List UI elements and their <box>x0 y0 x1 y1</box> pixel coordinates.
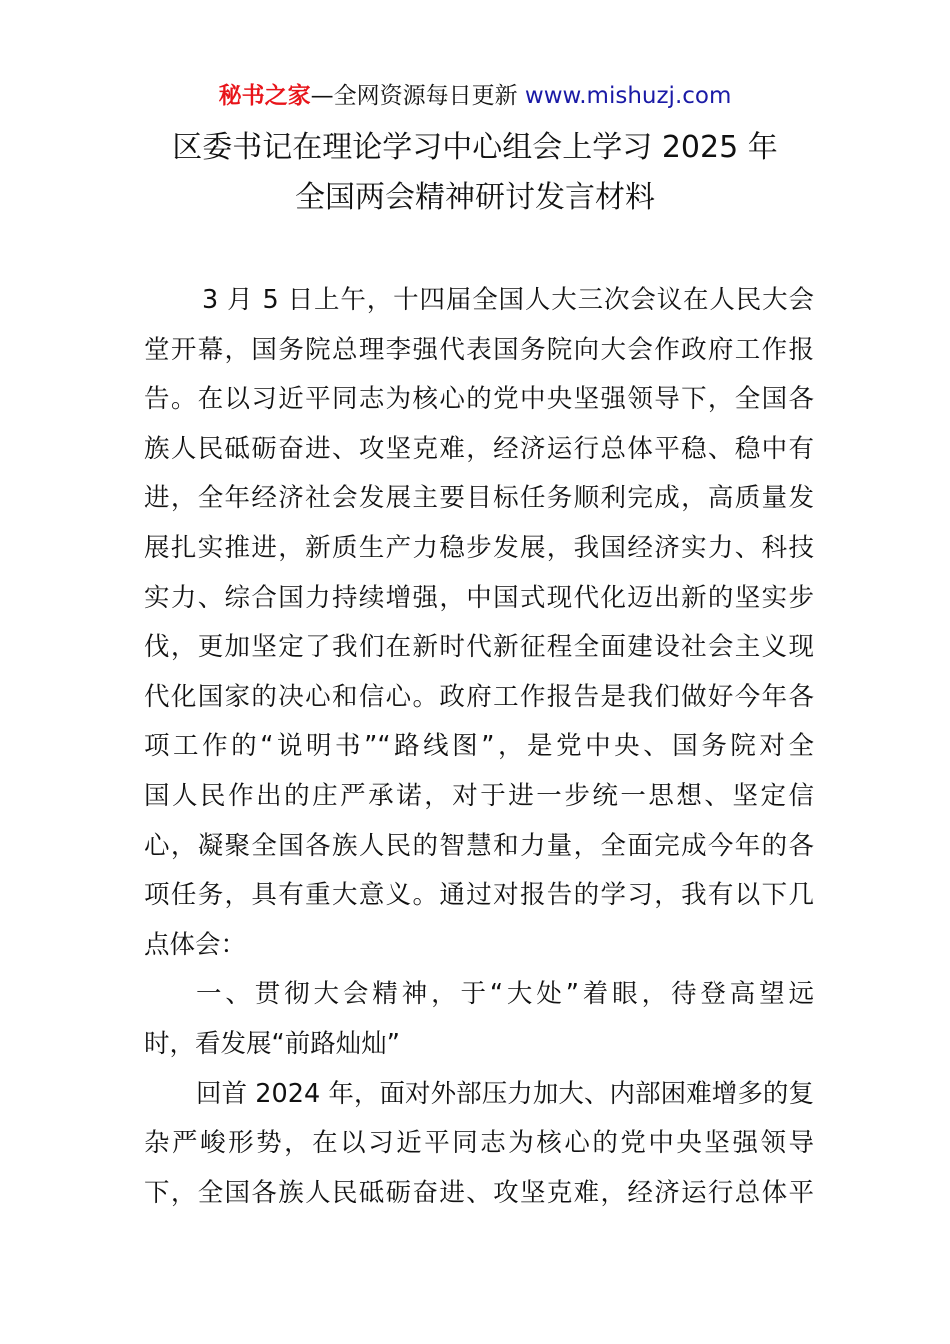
paragraph-line: 回首 2024 年，面对外部压力加大、内部困难增多的复 <box>196 1078 814 1109</box>
paragraph-line: 展扎实推进，新质生产力稳步发展，我国经济实力、科技 <box>144 532 814 563</box>
paragraph-line: 代化国家的决心和信心。政府工作报告是我们做好今年各 <box>144 681 814 712</box>
paragraph-line: 族人民砥砺奋进、攻坚克难，经济运行总体平稳、稳中有 <box>144 433 814 464</box>
paragraph-line: 堂开幕，国务院总理李强代表国务院向大会作政府工作报 <box>144 334 814 365</box>
paragraph-line: 杂严峻形势，在以习近平同志为核心的党中央坚强领导 <box>144 1128 814 1159</box>
header-tagline: —全网资源每日更新 <box>310 83 525 109</box>
paragraph-line: 伐，更加坚定了我们在新时代新征程全面建设社会主义现 <box>144 632 814 663</box>
paragraph-line: 告。在以习近平同志为核心的党中央坚强领导下，全国各 <box>144 384 814 415</box>
document-title-line-2: 全国两会精神研讨发言材料 <box>295 180 655 215</box>
paragraph-line: 3 月 5 日上午，十四届全国人大三次会议在人民大会 <box>202 285 814 315</box>
paragraph-line: 下，全国各族人民砥砺奋进、攻坚克难，经济运行总体平 <box>144 1177 814 1208</box>
paragraph-line: 项任务，具有重大意义。通过对报告的学习，我有以下几 <box>144 880 814 911</box>
paragraph-line: 进，全年经济社会发展主要目标任务顺利完成，高质量发 <box>144 483 814 514</box>
paragraph-line: 国人民作出的庄严承诺，对于进一步统一思想、坚定信 <box>144 780 814 811</box>
section-heading-line: 一、贯彻大会精神，于“大处”着眼，待登高望远 <box>196 979 814 1010</box>
paragraph-line: 点体会： <box>144 929 247 960</box>
document-body <box>144 276 814 1218</box>
paragraph-line: 心，凝聚全国各族人民的智慧和力量，全面完成今年的各 <box>144 830 814 861</box>
paragraph-line: 实力、综合国力持续增强，中国式现代化迈出新的坚实步 <box>144 582 814 613</box>
site-header <box>0 80 950 112</box>
brand-name: 秘书之家 <box>218 83 311 109</box>
paragraph-line: 项工作的“说明书”“路线图”，是党中央、国务院对全 <box>144 731 814 762</box>
site-url-link[interactable]: www.mishuzj.com <box>524 83 732 109</box>
document-title-line-1: 区委书记在理论学习中心组会上学习 2025 年 <box>172 130 778 165</box>
section-heading-line: 时，看发展“前路灿灿” <box>144 1028 400 1059</box>
